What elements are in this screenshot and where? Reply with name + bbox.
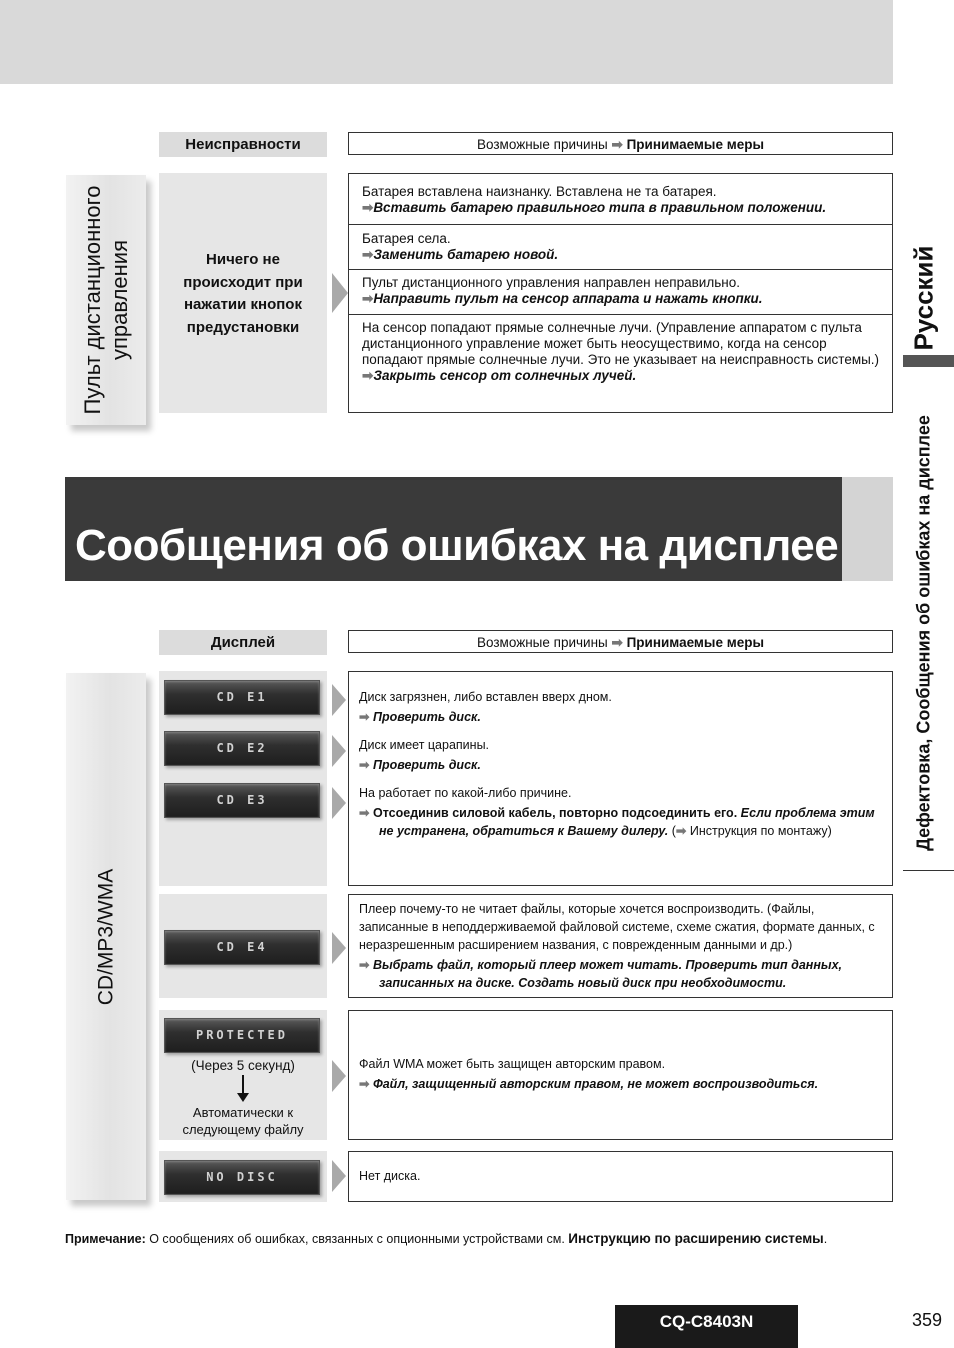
arrow-right-icon: ➡ xyxy=(611,137,623,152)
action-text: Вставить батарею правильного типа в правильном положении. xyxy=(373,200,827,215)
measures-label: Принимаемые меры xyxy=(626,137,764,152)
protected-causes xyxy=(348,1010,893,1140)
arrow-right-icon: ➡ xyxy=(359,1077,370,1091)
causes-label: Возможные причины xyxy=(477,635,608,650)
cause-text: Пульт дистанционного управления направлен неправильно. xyxy=(362,275,740,290)
arrow-right-icon: ➡ xyxy=(359,710,370,724)
language-tab-bar xyxy=(903,355,954,367)
causes-label: Возможные причины xyxy=(477,137,608,152)
reference-text: Инструкция по монтажу xyxy=(689,824,828,838)
action-text: Файл, защищенный авторским правом, не может воспроизводиться. xyxy=(372,1077,819,1091)
action-text: Закрыть сенсор от солнечных лучей. xyxy=(373,368,637,383)
column-header-problems: Неисправности xyxy=(159,132,327,157)
cause-row xyxy=(349,225,892,270)
auto-next-text: Автоматически к следующему файлу xyxy=(182,1105,304,1137)
pointer-arrow-icon xyxy=(332,1160,346,1192)
cause-text: Диск имеет царапины. xyxy=(359,738,490,752)
problem-box xyxy=(159,173,327,413)
action-text: Проверить диск. xyxy=(372,758,481,772)
pointer-arrow-icon xyxy=(332,684,346,716)
column-header-causes xyxy=(348,630,893,653)
top-band xyxy=(0,0,893,84)
model-badge: CQ-C8403N xyxy=(615,1305,798,1348)
cause-text: На сенсор попадают прямые солнечные лучи. (Управление аппаратом с пульта дистанционного управление может быть неосуществимо, когда на сенсор попадают прямые солнечные лучи. Это не указывает на неисправность системы.) xyxy=(362,320,880,367)
pointer-arrow-icon xyxy=(332,932,346,964)
arrow-right-icon: ➡ xyxy=(362,368,374,383)
arrow-right-icon: ➡ xyxy=(362,247,374,262)
footnote-text: О сообщениях об ошибках, связанных с опционными устройствами см. xyxy=(149,1232,565,1246)
lcd-cd-e1: CD E1 xyxy=(164,680,320,715)
arrow-right-icon: ➡ xyxy=(675,824,687,838)
arrow-right-icon: ➡ xyxy=(359,758,370,772)
cause-text: Нет диска. xyxy=(359,1169,421,1183)
cd-e4-causes xyxy=(348,894,893,998)
pointer-arrow-icon xyxy=(332,1060,346,1092)
down-arrow-icon xyxy=(237,1093,249,1102)
language-tab: Русский xyxy=(908,245,939,351)
action-text: Проверить диск. xyxy=(372,710,481,724)
delay-text: (Через 5 секунд) xyxy=(191,1058,295,1073)
cause-text: Диск загрязнен, либо вставлен вверх дном. xyxy=(359,690,612,704)
cause-row xyxy=(349,270,892,315)
lcd-protected: PROTECTED xyxy=(164,1018,320,1053)
remote-causes-table xyxy=(348,173,893,413)
action-text: Отсоединив силовой кабель, повторно подсоединить его. xyxy=(372,806,738,820)
footnote xyxy=(65,1231,895,1246)
measures-label: Принимаемые меры xyxy=(626,635,764,650)
lcd-cd-e4: CD E4 xyxy=(164,930,320,965)
pointer-arrow-icon xyxy=(332,735,346,767)
lcd-cd-e2: CD E2 xyxy=(164,731,320,766)
action-text: Если проблема этим не устранена, обратиться к Вашему дилеру. xyxy=(379,806,875,838)
cause-text: Батарея села. xyxy=(362,231,451,246)
sidebar-cd xyxy=(66,673,146,1200)
sidebar-remote-label: Пульт дистанционного управления xyxy=(80,185,132,415)
sidebar-cd-label: CD/MP3/WMA xyxy=(94,868,118,1005)
section-tab-a: Дефектовка, xyxy=(913,738,934,851)
section-tab-rule xyxy=(903,870,954,871)
column-header-display: Дисплей xyxy=(159,630,327,655)
arrow-right-icon: ➡ xyxy=(359,958,370,972)
pointer-arrow-icon xyxy=(332,273,348,313)
action-text: Заменить батарею новой. xyxy=(373,247,559,262)
column-header-causes xyxy=(348,132,893,155)
footnote-end: . xyxy=(823,1232,828,1246)
cause-row xyxy=(349,174,892,225)
page-title: Сообщения об ошибках на дисплее xyxy=(75,521,839,570)
section-tab xyxy=(914,415,935,851)
arrow-right-icon: ➡ xyxy=(359,806,370,820)
no-disc-causes xyxy=(348,1151,893,1202)
problem-text: Ничего не происходит при нажатии кнопок предустановки xyxy=(183,251,303,336)
arrow-right-icon: ➡ xyxy=(611,635,623,650)
arrow-right-icon: ➡ xyxy=(362,291,374,306)
footnote-reference: Инструкцию по расширению системы xyxy=(568,1231,824,1246)
title-bar-accent xyxy=(842,477,893,581)
section-tab-b: Сообщения об ошибках на дисплее xyxy=(913,415,934,734)
cause-text: Плеер почему-то не читает файлы, которые хочется воспроизводить. (Файлы, записанные в неподдерживаемой файловой системе, схеме сжатия, формате данных, с неразрешенным расширением названия, с поврежденным данными и др.) xyxy=(359,902,875,952)
footnote-label: Примечание: xyxy=(65,1232,146,1246)
pointer-arrow-icon xyxy=(332,787,346,819)
lcd-cd-e3: CD E3 xyxy=(164,783,320,818)
cause-row xyxy=(349,315,892,384)
page-number: 359 xyxy=(911,1310,943,1330)
lcd-no-disc: NO DISC xyxy=(164,1160,320,1195)
cause-text: На работает по какой-либо причине. xyxy=(359,786,572,800)
arrow-right-icon: ➡ xyxy=(362,200,374,215)
cause-text: Файл WMA может быть защищен авторским правом. xyxy=(359,1057,666,1071)
action-text: Направить пульт на сенсор аппарата и нажать кнопки. xyxy=(373,291,763,306)
cause-text: Батарея вставлена наизнанку. Вставлена не та батарея. xyxy=(362,184,717,199)
down-arrow-shaft xyxy=(242,1075,244,1095)
cd-e1-e3-causes: Диск загрязнен, либо вставлен вверх дном. ➡ Проверить диск. Диск имеет царапины. ➡ Проверить диск. На работает по какой-либо причине. ➡ Отсоединив силовой кабель, повторно подсоединить его. Если проблема этим не устранена, обратиться к Вашему дилеру. (➡ Инструкция по монтажу) xyxy=(348,671,893,886)
sidebar-remote xyxy=(66,175,146,425)
action-text: Выбрать файл, который плеер может читать. Проверить тип данных, записанных на диске. Создать новый диск при необходимости. xyxy=(372,958,843,990)
